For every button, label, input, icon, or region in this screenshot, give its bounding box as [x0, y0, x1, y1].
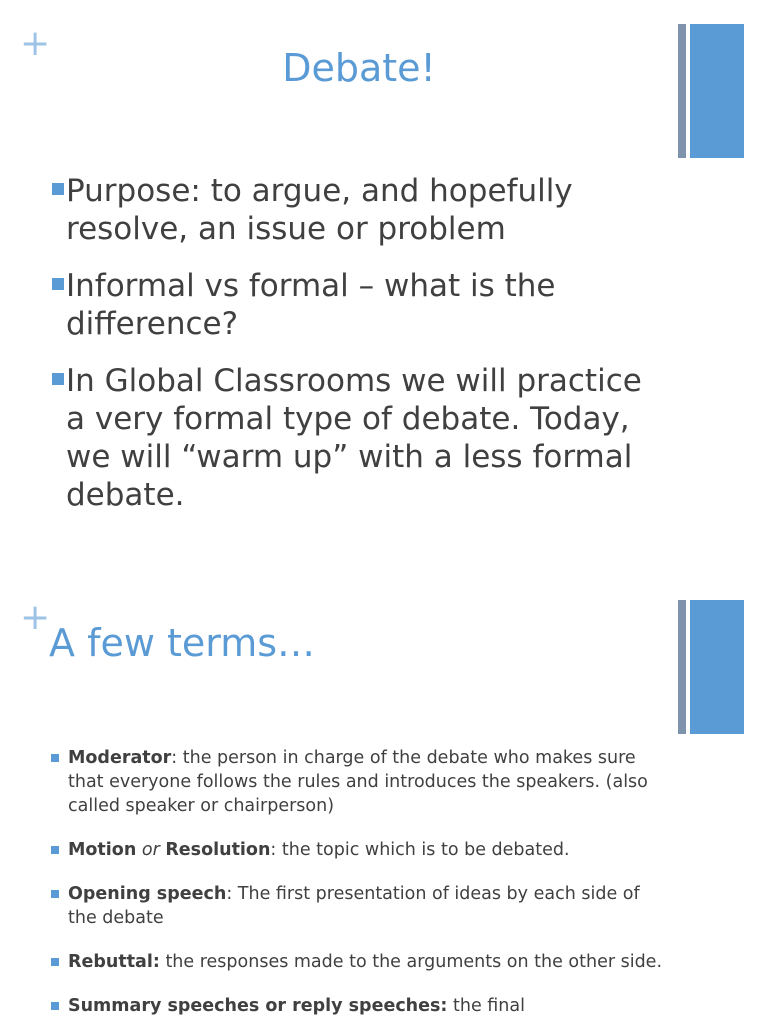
term-connector: or	[136, 840, 166, 860]
bullet-item	[48, 172, 668, 248]
square-bullet-icon	[51, 846, 59, 854]
term-name: Moderator	[68, 748, 172, 768]
bullet-item	[48, 267, 668, 343]
term-item	[50, 950, 670, 974]
term-definition: the final	[447, 996, 525, 1016]
slide-title: A few terms…	[49, 621, 316, 665]
square-bullet-icon	[52, 278, 64, 290]
term-name: Motion	[68, 840, 137, 860]
term-item	[50, 882, 670, 930]
slide-terms	[0, 576, 768, 1024]
term-item	[50, 838, 670, 862]
accent-bar-thin	[678, 24, 686, 158]
bullet-text: Purpose: to argue, and hopefully resolve, an issue or problem	[66, 173, 573, 247]
plus-icon: +	[20, 597, 51, 638]
bullet-item	[48, 362, 668, 514]
term-name: Opening speech	[68, 884, 227, 904]
terms-list	[50, 746, 670, 1024]
term-item	[50, 746, 670, 818]
bullet-text: Informal vs formal – what is the difference?	[66, 268, 556, 342]
term-item	[50, 994, 670, 1018]
square-bullet-icon	[51, 958, 59, 966]
square-bullet-icon	[52, 183, 64, 195]
term-definition: : the topic which is to be debated.	[270, 840, 570, 860]
accent-bar-thick	[690, 24, 744, 158]
accent-bar-thin	[678, 600, 686, 734]
square-bullet-icon	[51, 1002, 59, 1010]
term-definition: : the person in charge of the debate who makes sure that everyone follows the rules and introduces the speakers. (also called speaker or chairperson)	[68, 748, 648, 816]
term-definition: : The first presentation of ideas by each side of the debate	[68, 884, 640, 928]
term-name-alt: Resolution	[165, 840, 271, 860]
square-bullet-icon	[51, 754, 59, 762]
term-definition: the responses made to the arguments on the other side.	[159, 952, 663, 972]
square-bullet-icon	[51, 890, 59, 898]
plus-icon: +	[20, 23, 51, 64]
accent-bar-thick	[690, 600, 744, 734]
bullet-text: In Global Classrooms we will practice a very formal type of debate. Today, we will “warm up” with a less formal debate.	[66, 363, 642, 513]
term-name: Rebuttal:	[68, 952, 160, 972]
square-bullet-icon	[52, 373, 64, 385]
slide-title: Debate!	[282, 46, 436, 90]
bullet-list	[48, 172, 668, 533]
term-name: Summary speeches or reply speeches:	[68, 996, 448, 1016]
